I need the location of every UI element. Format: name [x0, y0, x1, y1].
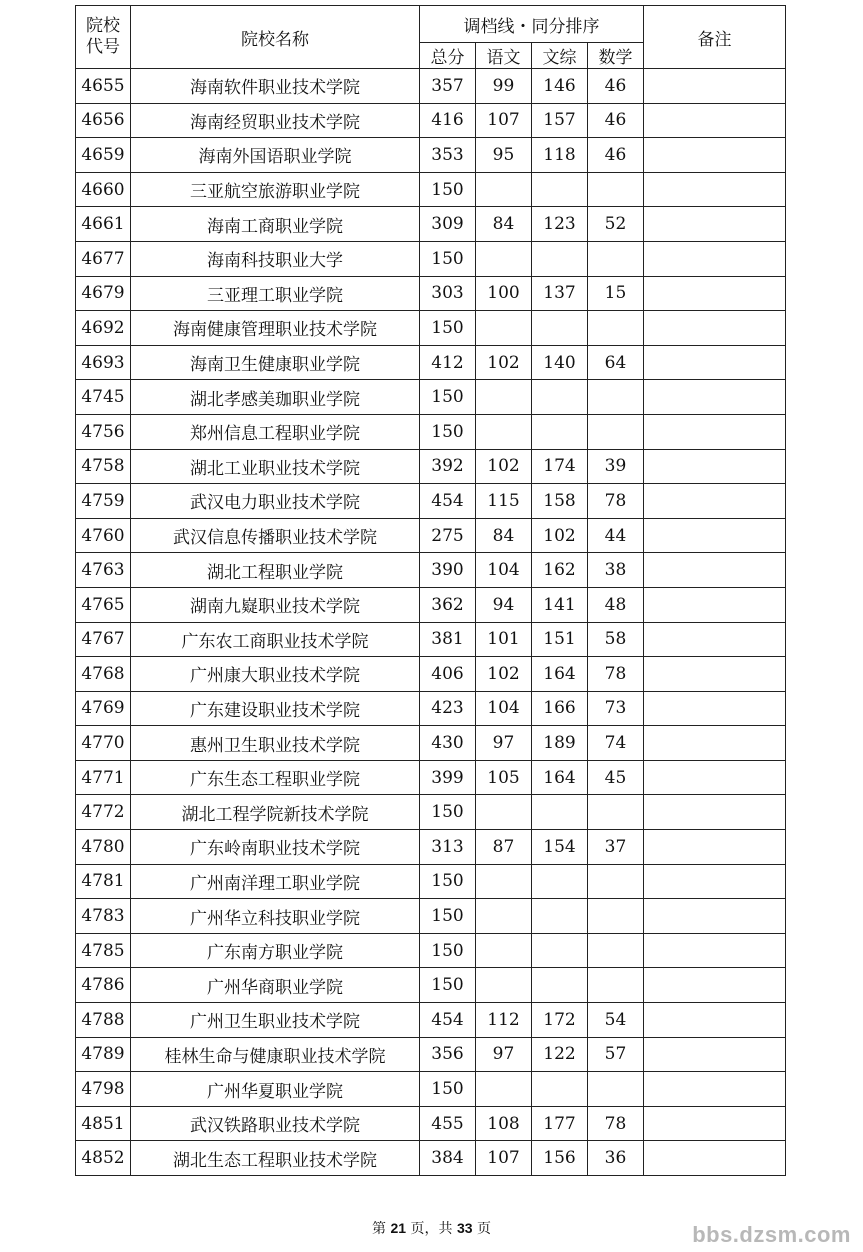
cell-chinese: 104: [476, 553, 532, 588]
cell-total: 390: [420, 553, 476, 588]
col-header-group: 调档线・同分排序: [420, 6, 644, 43]
cell-math: 73: [588, 691, 644, 726]
cell-remark: [644, 864, 786, 899]
table-row: [76, 795, 786, 830]
cell-code: 4771: [76, 760, 131, 795]
col-header-code-line1: 院校: [86, 16, 120, 36]
table-row: [76, 345, 786, 380]
cell-math: 78: [588, 1106, 644, 1141]
cell-wenzong: 151: [532, 622, 588, 657]
cell-code: 4852: [76, 1141, 131, 1176]
cell-code: 4765: [76, 587, 131, 622]
cell-code: 4785: [76, 933, 131, 968]
cell-total: 356: [420, 1037, 476, 1072]
col-header-wenzong: 文综: [532, 43, 588, 69]
cell-math: 37: [588, 830, 644, 865]
cell-code: 4783: [76, 899, 131, 934]
cell-wenzong: 166: [532, 691, 588, 726]
cell-wenzong: 162: [532, 553, 588, 588]
cell-name: 湖北生态工程职业技术学院: [131, 1141, 420, 1176]
table-row: [76, 830, 786, 865]
cell-name: 湖南九嶷职业技术学院: [131, 587, 420, 622]
cell-total: 399: [420, 760, 476, 795]
table-row: [76, 138, 786, 173]
cell-code: 4661: [76, 207, 131, 242]
cell-name: 广州华商职业学院: [131, 968, 420, 1003]
cell-remark: [644, 380, 786, 415]
table-row: [76, 518, 786, 553]
cell-name: 海南外国语职业学院: [131, 138, 420, 173]
cell-math: [588, 311, 644, 346]
cell-wenzong: 102: [532, 518, 588, 553]
table-row: [76, 657, 786, 692]
cell-code: 4780: [76, 830, 131, 865]
cell-chinese: 105: [476, 760, 532, 795]
cell-remark: [644, 1003, 786, 1038]
cell-code: 4693: [76, 345, 131, 380]
cell-chinese: 102: [476, 449, 532, 484]
cell-total: 309: [420, 207, 476, 242]
cell-name: 海南经贸职业技术学院: [131, 103, 420, 138]
cell-total: 362: [420, 587, 476, 622]
cell-math: 78: [588, 657, 644, 692]
cell-total: 150: [420, 899, 476, 934]
cell-chinese: [476, 311, 532, 346]
col-header-remark: 备注: [644, 6, 786, 69]
cell-remark: [644, 172, 786, 207]
cell-total: 150: [420, 380, 476, 415]
cell-math: [588, 933, 644, 968]
cell-code: 4768: [76, 657, 131, 692]
cell-chinese: [476, 899, 532, 934]
cell-math: 74: [588, 726, 644, 761]
cell-total: 150: [420, 933, 476, 968]
cell-remark: [644, 587, 786, 622]
cell-total: 150: [420, 795, 476, 830]
cell-remark: [644, 1072, 786, 1107]
cell-name: 湖北工程学院新技术学院: [131, 795, 420, 830]
cell-name: 广东南方职业学院: [131, 933, 420, 968]
table-row: [76, 1003, 786, 1038]
cell-wenzong: 154: [532, 830, 588, 865]
cell-chinese: 94: [476, 587, 532, 622]
table-row: [76, 587, 786, 622]
cell-total: 416: [420, 103, 476, 138]
cell-remark: [644, 899, 786, 934]
col-header-code-line2: 代号: [86, 37, 120, 57]
cell-remark: [644, 1037, 786, 1072]
cell-code: 4659: [76, 138, 131, 173]
cell-name: 海南软件职业技术学院: [131, 69, 420, 104]
cell-total: 150: [420, 864, 476, 899]
table-row: [76, 864, 786, 899]
cell-code: 4756: [76, 414, 131, 449]
cell-name: 武汉电力职业技术学院: [131, 484, 420, 519]
cell-wenzong: [532, 311, 588, 346]
cell-code: 4679: [76, 276, 131, 311]
cell-math: 15: [588, 276, 644, 311]
cell-math: [588, 172, 644, 207]
table-row: [76, 380, 786, 415]
cell-total: 430: [420, 726, 476, 761]
cell-math: [588, 795, 644, 830]
table-row: [76, 726, 786, 761]
cell-wenzong: 146: [532, 69, 588, 104]
cell-chinese: [476, 933, 532, 968]
cell-remark: [644, 414, 786, 449]
table-row: [76, 1037, 786, 1072]
admission-table: [75, 5, 786, 1176]
cell-name: 广东建设职业技术学院: [131, 691, 420, 726]
cell-wenzong: 118: [532, 138, 588, 173]
cell-name: 广东生态工程职业学院: [131, 760, 420, 795]
table-row: [76, 276, 786, 311]
cell-wenzong: 164: [532, 760, 588, 795]
cell-name: 三亚航空旅游职业学院: [131, 172, 420, 207]
cell-chinese: 102: [476, 657, 532, 692]
cell-wenzong: 137: [532, 276, 588, 311]
cell-chinese: 107: [476, 1141, 532, 1176]
cell-math: 64: [588, 345, 644, 380]
cell-chinese: 99: [476, 69, 532, 104]
cell-chinese: [476, 241, 532, 276]
table-row: [76, 69, 786, 104]
cell-remark: [644, 968, 786, 1003]
cell-total: 423: [420, 691, 476, 726]
cell-name: 广州华夏职业学院: [131, 1072, 420, 1107]
cell-remark: [644, 518, 786, 553]
cell-math: 36: [588, 1141, 644, 1176]
cell-math: [588, 864, 644, 899]
table-row: [76, 968, 786, 1003]
cell-code: 4788: [76, 1003, 131, 1038]
cell-chinese: 101: [476, 622, 532, 657]
cell-remark: [644, 933, 786, 968]
cell-name: 广东农工商职业技术学院: [131, 622, 420, 657]
cell-code: 4781: [76, 864, 131, 899]
cell-wenzong: [532, 968, 588, 1003]
cell-wenzong: [532, 172, 588, 207]
cell-code: 4656: [76, 103, 131, 138]
cell-code: 4851: [76, 1106, 131, 1141]
cell-wenzong: 164: [532, 657, 588, 692]
cell-math: [588, 968, 644, 1003]
cell-math: 46: [588, 103, 644, 138]
col-header-chinese: 语文: [476, 43, 532, 69]
cell-wenzong: 158: [532, 484, 588, 519]
cell-name: 武汉铁路职业技术学院: [131, 1106, 420, 1141]
cell-name: 海南工商职业学院: [131, 207, 420, 242]
cell-name: 广州南洋理工职业学院: [131, 864, 420, 899]
cell-math: 46: [588, 138, 644, 173]
cell-math: 58: [588, 622, 644, 657]
cell-chinese: 84: [476, 207, 532, 242]
table-row: [76, 622, 786, 657]
cell-code: 4759: [76, 484, 131, 519]
cell-chinese: 100: [476, 276, 532, 311]
cell-wenzong: [532, 1072, 588, 1107]
cell-total: 392: [420, 449, 476, 484]
cell-name: 广州康大职业技术学院: [131, 657, 420, 692]
cell-name: 海南健康管理职业技术学院: [131, 311, 420, 346]
cell-chinese: 102: [476, 345, 532, 380]
cell-remark: [644, 657, 786, 692]
cell-math: 38: [588, 553, 644, 588]
cell-remark: [644, 207, 786, 242]
cell-chinese: 97: [476, 1037, 532, 1072]
cell-name: 海南科技职业大学: [131, 241, 420, 276]
cell-remark: [644, 795, 786, 830]
cell-code: 4692: [76, 311, 131, 346]
cell-remark: [644, 241, 786, 276]
table-row: [76, 414, 786, 449]
cell-code: 4767: [76, 622, 131, 657]
cell-chinese: [476, 968, 532, 1003]
cell-remark: [644, 345, 786, 380]
cell-chinese: [476, 380, 532, 415]
table-row: [76, 691, 786, 726]
cell-remark: [644, 138, 786, 173]
cell-chinese: [476, 1072, 532, 1107]
footer-middle: 页，共: [410, 1221, 453, 1237]
cell-chinese: [476, 414, 532, 449]
cell-remark: [644, 553, 786, 588]
cell-chinese: 84: [476, 518, 532, 553]
table-row: [76, 449, 786, 484]
cell-name: 武汉信息传播职业技术学院: [131, 518, 420, 553]
cell-total: 150: [420, 1072, 476, 1107]
cell-name: 郑州信息工程职业学院: [131, 414, 420, 449]
table-row: [76, 933, 786, 968]
cell-math: [588, 899, 644, 934]
cell-name: 湖北工业职业技术学院: [131, 449, 420, 484]
cell-total: 275: [420, 518, 476, 553]
cell-total: 357: [420, 69, 476, 104]
cell-chinese: 95: [476, 138, 532, 173]
cell-wenzong: 189: [532, 726, 588, 761]
footer-prefix: 第: [372, 1221, 387, 1237]
cell-total: 406: [420, 657, 476, 692]
cell-chinese: 108: [476, 1106, 532, 1141]
site-watermark: bbs.dzsm.com: [692, 1222, 851, 1247]
cell-total: 381: [420, 622, 476, 657]
table-row: [76, 172, 786, 207]
cell-name: 海南卫生健康职业学院: [131, 345, 420, 380]
cell-math: 48: [588, 587, 644, 622]
cell-wenzong: 141: [532, 587, 588, 622]
cell-code: 4798: [76, 1072, 131, 1107]
cell-wenzong: 174: [532, 449, 588, 484]
cell-remark: [644, 69, 786, 104]
cell-total: 353: [420, 138, 476, 173]
table-row: [76, 1141, 786, 1176]
cell-remark: [644, 449, 786, 484]
cell-name: 广州华立科技职业学院: [131, 899, 420, 934]
table-row: [76, 241, 786, 276]
cell-wenzong: 157: [532, 103, 588, 138]
cell-chinese: [476, 172, 532, 207]
cell-wenzong: [532, 414, 588, 449]
cell-remark: [644, 726, 786, 761]
cell-math: 57: [588, 1037, 644, 1072]
cell-wenzong: [532, 795, 588, 830]
col-header-math: 数学: [588, 43, 644, 69]
cell-chinese: 87: [476, 830, 532, 865]
table-row: [76, 103, 786, 138]
cell-total: 455: [420, 1106, 476, 1141]
footer-suffix: 页: [476, 1221, 491, 1237]
cell-wenzong: [532, 864, 588, 899]
table-row: [76, 1106, 786, 1141]
cell-math: 39: [588, 449, 644, 484]
cell-wenzong: [532, 241, 588, 276]
cell-code: 4763: [76, 553, 131, 588]
cell-total: 150: [420, 311, 476, 346]
cell-remark: [644, 276, 786, 311]
cell-remark: [644, 622, 786, 657]
cell-code: 4769: [76, 691, 131, 726]
cell-name: 三亚理工职业学院: [131, 276, 420, 311]
cell-wenzong: [532, 899, 588, 934]
cell-total: 454: [420, 1003, 476, 1038]
cell-code: 4745: [76, 380, 131, 415]
cell-chinese: [476, 864, 532, 899]
cell-chinese: 112: [476, 1003, 532, 1038]
cell-chinese: 115: [476, 484, 532, 519]
cell-code: 4677: [76, 241, 131, 276]
cell-chinese: 104: [476, 691, 532, 726]
cell-math: [588, 1072, 644, 1107]
table-row: [76, 207, 786, 242]
cell-code: 4786: [76, 968, 131, 1003]
table-row: [76, 311, 786, 346]
cell-remark: [644, 691, 786, 726]
cell-total: 150: [420, 241, 476, 276]
table-body: [76, 69, 786, 1176]
cell-math: 78: [588, 484, 644, 519]
cell-wenzong: 156: [532, 1141, 588, 1176]
cell-total: 313: [420, 830, 476, 865]
cell-remark: [644, 760, 786, 795]
cell-wenzong: 140: [532, 345, 588, 380]
cell-math: [588, 241, 644, 276]
cell-total: 150: [420, 172, 476, 207]
table-row: [76, 1072, 786, 1107]
cell-code: 4789: [76, 1037, 131, 1072]
cell-name: 广州卫生职业技术学院: [131, 1003, 420, 1038]
cell-name: 广东岭南职业技术学院: [131, 830, 420, 865]
table-row: [76, 553, 786, 588]
cell-math: 45: [588, 760, 644, 795]
table-row: [76, 760, 786, 795]
cell-total: 150: [420, 968, 476, 1003]
cell-total: 454: [420, 484, 476, 519]
cell-chinese: 97: [476, 726, 532, 761]
cell-math: [588, 414, 644, 449]
col-header-code: [76, 6, 131, 69]
cell-remark: [644, 1106, 786, 1141]
cell-wenzong: [532, 380, 588, 415]
cell-name: 惠州卫生职业技术学院: [131, 726, 420, 761]
cell-wenzong: 122: [532, 1037, 588, 1072]
cell-code: 4655: [76, 69, 131, 104]
cell-math: [588, 380, 644, 415]
cell-wenzong: 123: [532, 207, 588, 242]
cell-code: 4772: [76, 795, 131, 830]
cell-wenzong: [532, 933, 588, 968]
cell-wenzong: 172: [532, 1003, 588, 1038]
cell-remark: [644, 1141, 786, 1176]
cell-code: 4660: [76, 172, 131, 207]
footer-page-number: 21: [390, 1220, 407, 1236]
cell-remark: [644, 103, 786, 138]
cell-remark: [644, 830, 786, 865]
cell-math: 46: [588, 69, 644, 104]
col-header-total: 总分: [420, 43, 476, 69]
cell-name: 湖北工程职业学院: [131, 553, 420, 588]
cell-total: 150: [420, 414, 476, 449]
cell-math: 54: [588, 1003, 644, 1038]
cell-math: 52: [588, 207, 644, 242]
cell-total: 384: [420, 1141, 476, 1176]
table-row: [76, 899, 786, 934]
cell-wenzong: 177: [532, 1106, 588, 1141]
cell-code: 4758: [76, 449, 131, 484]
col-header-name: 院校名称: [131, 6, 420, 69]
cell-name: 桂林生命与健康职业技术学院: [131, 1037, 420, 1072]
cell-chinese: 107: [476, 103, 532, 138]
cell-name: 湖北孝感美珈职业学院: [131, 380, 420, 415]
cell-code: 4760: [76, 518, 131, 553]
cell-total: 412: [420, 345, 476, 380]
table-row: [76, 484, 786, 519]
cell-chinese: [476, 795, 532, 830]
footer-total-pages: 33: [456, 1220, 473, 1236]
cell-math: 44: [588, 518, 644, 553]
cell-remark: [644, 484, 786, 519]
cell-remark: [644, 311, 786, 346]
cell-total: 303: [420, 276, 476, 311]
cell-code: 4770: [76, 726, 131, 761]
